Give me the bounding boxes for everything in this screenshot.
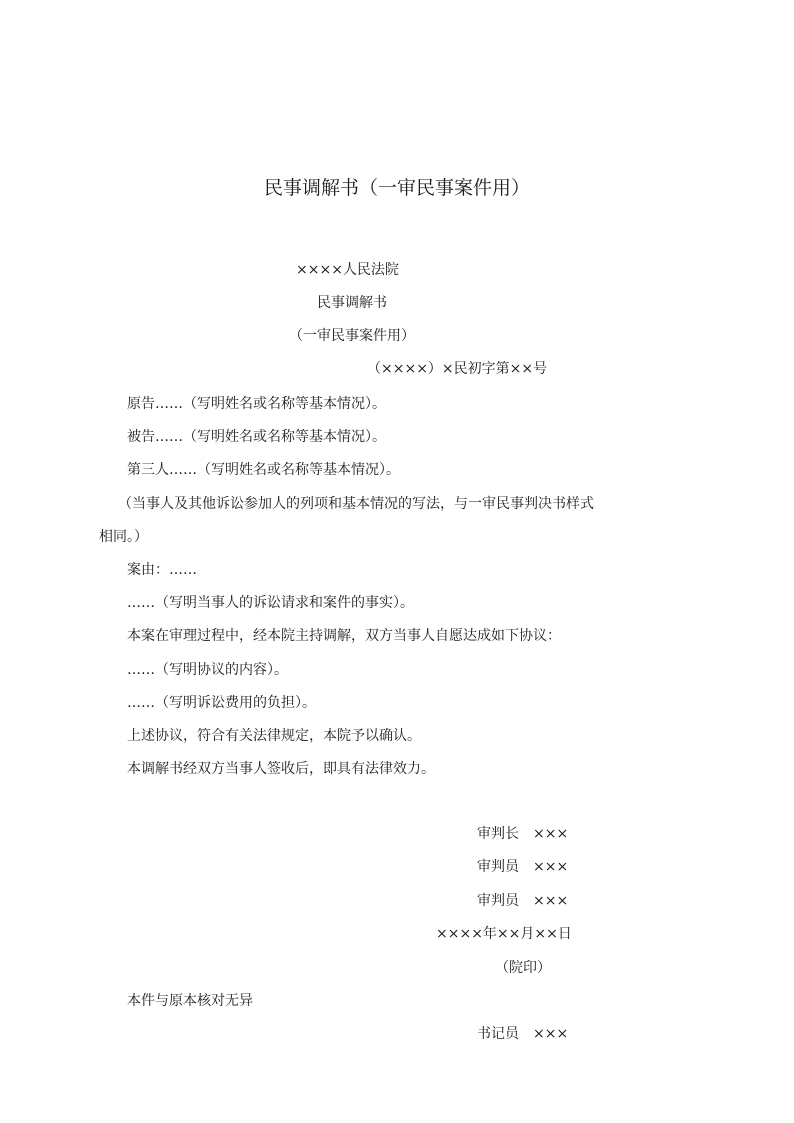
document-title: 民事调解书（一审民事案件用） [263, 177, 530, 199]
plaintiff-line: 原告……（写明姓名或名称等基本情况）。 [127, 396, 386, 412]
defendant-line: 被告……（写明姓名或名称等基本情况）。 [127, 429, 386, 445]
clerk-signature: 书记员 ××× [477, 1026, 569, 1042]
court-seal: （院印） [495, 960, 551, 976]
case-number: （××××）×民初字第××号 [367, 361, 548, 377]
signature-date: ××××年××月××日 [436, 926, 572, 942]
certification-line: 本件与原本核对无异 [127, 993, 253, 1009]
third-party-line: 第三人……（写明姓名或名称等基本情况）。 [127, 462, 400, 478]
mediation-line: 本案在审理过程中，经本院主持调解，双方当事人自愿达成如下协议： [127, 628, 561, 644]
parties-note-line-1: （当事人及其他诉讼参加人的列项和基本情况的写法，与一审民事判决书样式 [118, 496, 594, 512]
judge-signature-1: 审判员 ××× [477, 859, 569, 875]
document-type: 民事调解书 [317, 295, 387, 311]
presiding-judge-signature: 审判长 ××× [477, 826, 569, 842]
document-subtype: （一审民事案件用） [289, 328, 415, 344]
cause-of-action: 案由：…… [127, 562, 197, 578]
facts-line: ……（写明当事人的诉讼请求和案件的事实）。 [127, 595, 414, 611]
effect-line: 本调解书经双方当事人签收后，即具有法律效力。 [127, 761, 435, 777]
agreement-line: ……（写明协议的内容）。 [127, 662, 288, 678]
confirmation-line: 上述协议，符合有关法律规定，本院予以确认。 [127, 728, 421, 744]
court-name: ××××人民法院 [296, 262, 399, 278]
judge-signature-2: 审判员 ××× [477, 893, 569, 909]
costs-line: ……（写明诉讼费用的负担）。 [127, 695, 316, 711]
parties-note-line-2: 相同。） [99, 529, 148, 545]
